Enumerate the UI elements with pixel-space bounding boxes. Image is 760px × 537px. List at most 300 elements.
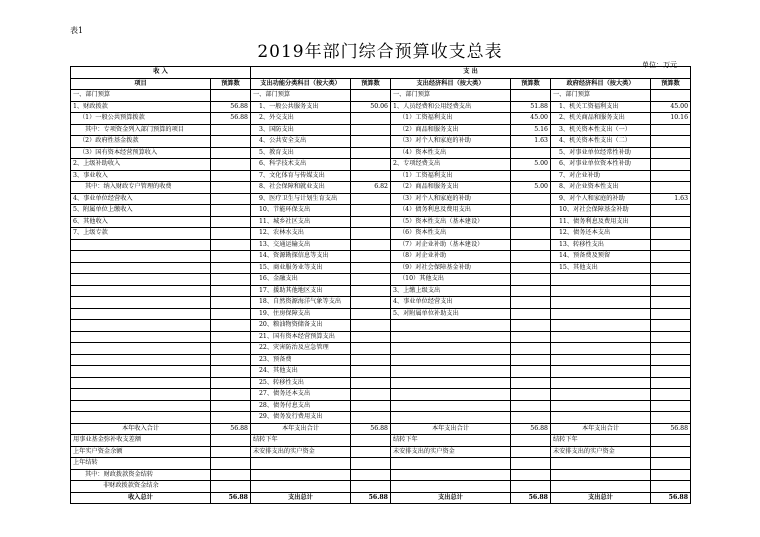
amount-cell (511, 331, 551, 343)
item-cell: 22、灾害防治及应急管理 (251, 343, 351, 355)
item-cell: 一、部门预算 (551, 90, 651, 102)
income-group-header: 收 入 (71, 67, 251, 79)
item-cell: 1、一般公共服务支出 (251, 101, 351, 113)
amount-cell (211, 412, 251, 424)
amount-cell (651, 216, 691, 228)
item-cell: 19、住房保障支出 (251, 308, 351, 320)
amount-cell: 6.82 (351, 182, 391, 194)
amount-cell (651, 354, 691, 366)
amount-cell: 56.88 (511, 423, 551, 435)
table-row (71, 124, 691, 136)
amount-cell (651, 320, 691, 332)
item-cell (551, 389, 651, 401)
amount-cell (211, 389, 251, 401)
item-cell (71, 251, 211, 263)
amount-cell (351, 389, 391, 401)
item-cell: 15、其他支出 (551, 262, 651, 274)
amount-cell (211, 308, 251, 320)
amount-cell (351, 446, 391, 458)
table-row (71, 262, 691, 274)
table-number-label: 表1 (70, 26, 84, 35)
item-cell: 未安排支出的实户资金 (391, 446, 511, 458)
amount-cell (211, 90, 251, 102)
item-cell (551, 331, 651, 343)
item-cell: 18、自然资源海洋气象等支出 (251, 297, 351, 309)
amount-cell (211, 170, 251, 182)
item-cell: （2）商品和服务支出 (391, 124, 511, 136)
amount-cell: 56.88 (211, 113, 251, 125)
item-cell (71, 400, 211, 412)
amount-cell (651, 435, 691, 447)
item-cell: 非财政拨款资金结余 (71, 481, 211, 493)
amount-cell (651, 343, 691, 355)
table-row (71, 435, 691, 447)
column-header: 预算数 (211, 78, 251, 90)
item-cell: 支出总计 (551, 492, 651, 504)
item-cell (71, 297, 211, 309)
item-cell: （3）对个人和家庭的补助 (391, 193, 511, 205)
item-cell (251, 481, 351, 493)
amount-cell (211, 251, 251, 263)
amount-cell (511, 377, 551, 389)
amount-cell (351, 216, 391, 228)
table-body (71, 90, 691, 504)
amount-cell: 5.00 (511, 182, 551, 194)
amount-cell (351, 285, 391, 297)
table-row (71, 147, 691, 159)
table-row (71, 193, 691, 205)
amount-cell (511, 412, 551, 424)
amount-cell (211, 262, 251, 274)
item-cell: 结转下年 (391, 435, 511, 447)
amount-cell (351, 147, 391, 159)
amount-cell (651, 262, 691, 274)
amount-cell (651, 308, 691, 320)
column-header: 政府经济科目（按大类） (551, 78, 651, 90)
item-cell (391, 458, 511, 470)
amount-cell (351, 90, 391, 102)
amount-cell (211, 285, 251, 297)
table-row (71, 239, 691, 251)
amount-cell (511, 458, 551, 470)
amount-cell (211, 205, 251, 217)
item-cell: （1）工资福利支出 (391, 170, 511, 182)
amount-cell (351, 239, 391, 251)
item-cell (391, 366, 511, 378)
item-cell (551, 458, 651, 470)
item-cell: （7）对企业补助（基本建设） (391, 239, 511, 251)
column-header-row (71, 78, 691, 90)
item-cell: 其中：财政拨款资金结转 (71, 469, 211, 481)
amount-cell (511, 90, 551, 102)
item-cell: 支出总计 (251, 492, 351, 504)
table-row (71, 354, 691, 366)
amount-cell (651, 239, 691, 251)
table-row (71, 228, 691, 240)
item-cell: 本年支出合计 (391, 423, 511, 435)
amount-cell (351, 113, 391, 125)
amount-cell: 10.16 (651, 113, 691, 125)
item-cell: 9、对个人和家庭的补助 (551, 193, 651, 205)
amount-cell: 56.88 (211, 492, 251, 504)
table-row (71, 170, 691, 182)
item-cell: 1、机关工资福利支出 (551, 101, 651, 113)
amount-cell (211, 343, 251, 355)
amount-cell (511, 320, 551, 332)
item-cell (391, 331, 511, 343)
item-cell: （6）资本性支出 (391, 228, 511, 240)
amount-cell (651, 412, 691, 424)
amount-cell (211, 354, 251, 366)
amount-cell (351, 343, 391, 355)
item-cell: 6、科学技术支出 (251, 159, 351, 171)
item-cell: （10）其他支出 (391, 274, 511, 286)
table-row (71, 446, 691, 458)
amount-cell (511, 205, 551, 217)
table-row (71, 320, 691, 332)
amount-cell (211, 331, 251, 343)
item-cell: 3、上缴上级支出 (391, 285, 511, 297)
budget-summary-table (70, 66, 691, 504)
item-cell: 1、人员经费和公用经费支出 (391, 101, 511, 113)
item-cell (391, 320, 511, 332)
item-cell (391, 412, 511, 424)
amount-cell (511, 446, 551, 458)
amount-cell (211, 469, 251, 481)
item-cell (391, 389, 511, 401)
item-cell: （9）对社会保障基金补助 (391, 262, 511, 274)
amount-cell (211, 136, 251, 148)
item-cell: 4、事业单位经营收入 (71, 193, 211, 205)
amount-cell (511, 262, 551, 274)
item-cell: 11、城乡社区支出 (251, 216, 351, 228)
item-cell (551, 412, 651, 424)
amount-cell (511, 469, 551, 481)
item-cell: 7、对企业补助 (551, 170, 651, 182)
amount-cell (511, 285, 551, 297)
item-cell: 用事业基金弥补收支差额 (71, 435, 211, 447)
column-header: 预算数 (351, 78, 391, 90)
amount-cell (351, 228, 391, 240)
amount-cell (651, 366, 691, 378)
item-cell: 3、机关资本性支出（一） (551, 124, 651, 136)
item-cell (71, 262, 211, 274)
amount-cell (511, 170, 551, 182)
item-cell: 4、公共安全支出 (251, 136, 351, 148)
amount-cell (651, 90, 691, 102)
item-cell: （4）资本性支出 (391, 147, 511, 159)
table-row (71, 113, 691, 125)
item-cell (551, 285, 651, 297)
amount-cell (511, 400, 551, 412)
table-row (71, 159, 691, 171)
item-cell: 20、粮油物资储备支出 (251, 320, 351, 332)
item-cell: （3）对个人和家庭的补助 (391, 136, 511, 148)
item-cell (551, 481, 651, 493)
item-cell (391, 343, 511, 355)
item-cell: 支出总计 (391, 492, 511, 504)
item-cell: 其中：专项资金列入部门预算的项目 (71, 124, 211, 136)
table-row (71, 412, 691, 424)
table-row (71, 389, 691, 401)
amount-cell (211, 377, 251, 389)
amount-cell (351, 124, 391, 136)
amount-cell (511, 366, 551, 378)
amount-cell (351, 251, 391, 263)
item-cell (391, 354, 511, 366)
item-cell: 3、事业收入 (71, 170, 211, 182)
amount-cell (351, 400, 391, 412)
item-cell: 本年收入合计 (71, 423, 211, 435)
item-cell (551, 274, 651, 286)
item-cell (551, 297, 651, 309)
amount-cell (351, 366, 391, 378)
item-cell (551, 320, 651, 332)
amount-cell (351, 308, 391, 320)
amount-cell (351, 481, 391, 493)
amount-cell (511, 435, 551, 447)
item-cell: 其中：纳入财政专户管理的收费 (71, 182, 211, 194)
table-row (71, 308, 691, 320)
amount-cell (211, 320, 251, 332)
amount-cell: 56.88 (211, 423, 251, 435)
amount-cell (211, 481, 251, 493)
item-cell: 21、国有资本经营预算支出 (251, 331, 351, 343)
table-row (71, 251, 691, 263)
table-row (71, 297, 691, 309)
amount-cell (511, 343, 551, 355)
item-cell: 4、机关资本性支出（二） (551, 136, 651, 148)
amount-cell (351, 297, 391, 309)
item-cell: 8、社会保障和就业支出 (251, 182, 351, 194)
item-cell (551, 366, 651, 378)
item-cell (71, 274, 211, 286)
item-cell: 10、节能环保支出 (251, 205, 351, 217)
item-cell: 收入总计 (71, 492, 211, 504)
amount-cell: 5.00 (511, 159, 551, 171)
amount-cell: 56.88 (211, 101, 251, 113)
amount-cell (651, 228, 691, 240)
amount-cell (651, 147, 691, 159)
item-cell (251, 458, 351, 470)
item-cell: 9、医疗卫生与计划生育支出 (251, 193, 351, 205)
amount-cell (211, 216, 251, 228)
table-row (71, 331, 691, 343)
item-cell (391, 377, 511, 389)
amount-cell (211, 193, 251, 205)
item-cell (71, 308, 211, 320)
item-cell: 11、债务利息及费用支出 (551, 216, 651, 228)
item-cell: 5、教育支出 (251, 147, 351, 159)
item-cell: 13、交通运输支出 (251, 239, 351, 251)
amount-cell (651, 469, 691, 481)
amount-cell (351, 274, 391, 286)
item-cell: 15、商业服务业等支出 (251, 262, 351, 274)
amount-cell (511, 481, 551, 493)
amount-cell: 45.00 (511, 113, 551, 125)
amount-cell (651, 159, 691, 171)
table-row (71, 469, 691, 481)
amount-cell: 56.88 (351, 492, 391, 504)
item-cell: 5、附属单位上缴收入 (71, 205, 211, 217)
column-header: 预算数 (651, 78, 691, 90)
item-cell: 28、债务付息支出 (251, 400, 351, 412)
item-cell: （4）债务利息及费用支出 (391, 205, 511, 217)
amount-cell (351, 193, 391, 205)
table-row (71, 481, 691, 493)
amount-cell (511, 251, 551, 263)
item-cell (71, 366, 211, 378)
amount-cell (211, 366, 251, 378)
amount-cell (651, 182, 691, 194)
amount-cell (651, 377, 691, 389)
table-row (71, 343, 691, 355)
item-cell (391, 469, 511, 481)
amount-cell (211, 446, 251, 458)
amount-cell (351, 159, 391, 171)
amount-cell (351, 320, 391, 332)
table-row (71, 274, 691, 286)
item-cell: 一、部门预算 (251, 90, 351, 102)
amount-cell (651, 274, 691, 286)
item-cell: 5、对事业单位经常性补助 (551, 147, 651, 159)
amount-cell (511, 297, 551, 309)
amount-cell (211, 228, 251, 240)
item-cell: （1）一般公共预算拨款 (71, 113, 211, 125)
item-cell: 12、农林水支出 (251, 228, 351, 240)
item-cell (71, 343, 211, 355)
amount-cell: 56.88 (351, 423, 391, 435)
item-cell: （5）资本性支出（基本建设） (391, 216, 511, 228)
item-cell: 1、财政拨款 (71, 101, 211, 113)
group-header-row (71, 67, 691, 79)
amount-cell (351, 469, 391, 481)
amount-cell (211, 274, 251, 286)
column-header: 支出经济科目（按大类） (391, 78, 511, 90)
amount-cell (211, 400, 251, 412)
item-cell: 2、外交支出 (251, 113, 351, 125)
amount-cell (351, 435, 391, 447)
amount-cell: 56.88 (651, 423, 691, 435)
item-cell (71, 377, 211, 389)
amount-cell (511, 239, 551, 251)
item-cell: 2、机关商品和服务支出 (551, 113, 651, 125)
item-cell: 10、对社会保障基金补助 (551, 205, 651, 217)
amount-cell (211, 182, 251, 194)
item-cell: 结转下年 (551, 435, 651, 447)
amount-cell: 56.88 (511, 492, 551, 504)
amount-cell (651, 446, 691, 458)
table-row (71, 182, 691, 194)
item-cell: 27、债务还本支出 (251, 389, 351, 401)
amount-cell (651, 481, 691, 493)
item-cell: 17、援助其他地区支出 (251, 285, 351, 297)
item-cell (391, 481, 511, 493)
table-row (71, 285, 691, 297)
item-cell: （8）对企业补助 (391, 251, 511, 263)
item-cell (71, 320, 211, 332)
table-row (71, 366, 691, 378)
amount-cell (211, 159, 251, 171)
item-cell: （2）政府性基金拨款 (71, 136, 211, 148)
item-cell: 25、转移性支出 (251, 377, 351, 389)
amount-cell (211, 239, 251, 251)
amount-cell: 50.06 (351, 101, 391, 113)
item-cell: 29、债务发行费用支出 (251, 412, 351, 424)
amount-cell (651, 251, 691, 263)
amount-cell (511, 216, 551, 228)
item-cell: 14、资源勘探信息等支出 (251, 251, 351, 263)
item-cell (71, 354, 211, 366)
item-cell: （1）工资福利支出 (391, 113, 511, 125)
item-cell: 7、文化体育与传媒支出 (251, 170, 351, 182)
amount-cell (651, 136, 691, 148)
item-cell (551, 469, 651, 481)
amount-cell (651, 400, 691, 412)
amount-cell: 1.63 (651, 193, 691, 205)
amount-cell (211, 147, 251, 159)
item-cell: 8、对企业资本性支出 (551, 182, 651, 194)
table-row (71, 136, 691, 148)
page-title: 2019年部门综合预算收支总表 (257, 42, 503, 62)
amount-cell (211, 435, 251, 447)
item-cell: 本年支出合计 (251, 423, 351, 435)
amount-cell (651, 331, 691, 343)
amount-cell (511, 274, 551, 286)
amount-cell (511, 193, 551, 205)
item-cell: 2、上级补助收入 (71, 159, 211, 171)
amount-cell (651, 205, 691, 217)
item-cell (71, 239, 211, 251)
amount-cell (511, 147, 551, 159)
item-cell: （3）国有资本经营预算收入 (71, 147, 211, 159)
item-cell (551, 308, 651, 320)
item-cell: 6、对事业单位资本性补助 (551, 159, 651, 171)
table-row (71, 492, 691, 504)
item-cell (251, 469, 351, 481)
amount-cell (511, 354, 551, 366)
amount-cell (511, 308, 551, 320)
item-cell (551, 343, 651, 355)
amount-cell: 5.16 (511, 124, 551, 136)
amount-cell (651, 297, 691, 309)
item-cell: 5、对附属单位补助支出 (391, 308, 511, 320)
amount-cell (351, 136, 391, 148)
amount-cell (351, 205, 391, 217)
amount-cell: 56.88 (651, 492, 691, 504)
expense-group-header: 支 出 (251, 67, 691, 79)
item-cell: 未安排支出的实户资金 (551, 446, 651, 458)
amount-cell (211, 124, 251, 136)
table-row (71, 101, 691, 113)
amount-cell (651, 389, 691, 401)
item-cell: 上年结转 (71, 458, 211, 470)
amount-cell: 45.00 (651, 101, 691, 113)
amount-cell (351, 331, 391, 343)
amount-cell (351, 458, 391, 470)
column-header: 项目 (71, 78, 211, 90)
table-row (71, 458, 691, 470)
amount-cell (651, 170, 691, 182)
item-cell (71, 412, 211, 424)
item-cell: 23、预备费 (251, 354, 351, 366)
amount-cell (651, 124, 691, 136)
item-cell (551, 400, 651, 412)
item-cell: 14、预备费及预留 (551, 251, 651, 263)
amount-cell (651, 458, 691, 470)
amount-cell (351, 412, 391, 424)
table-row (71, 205, 691, 217)
